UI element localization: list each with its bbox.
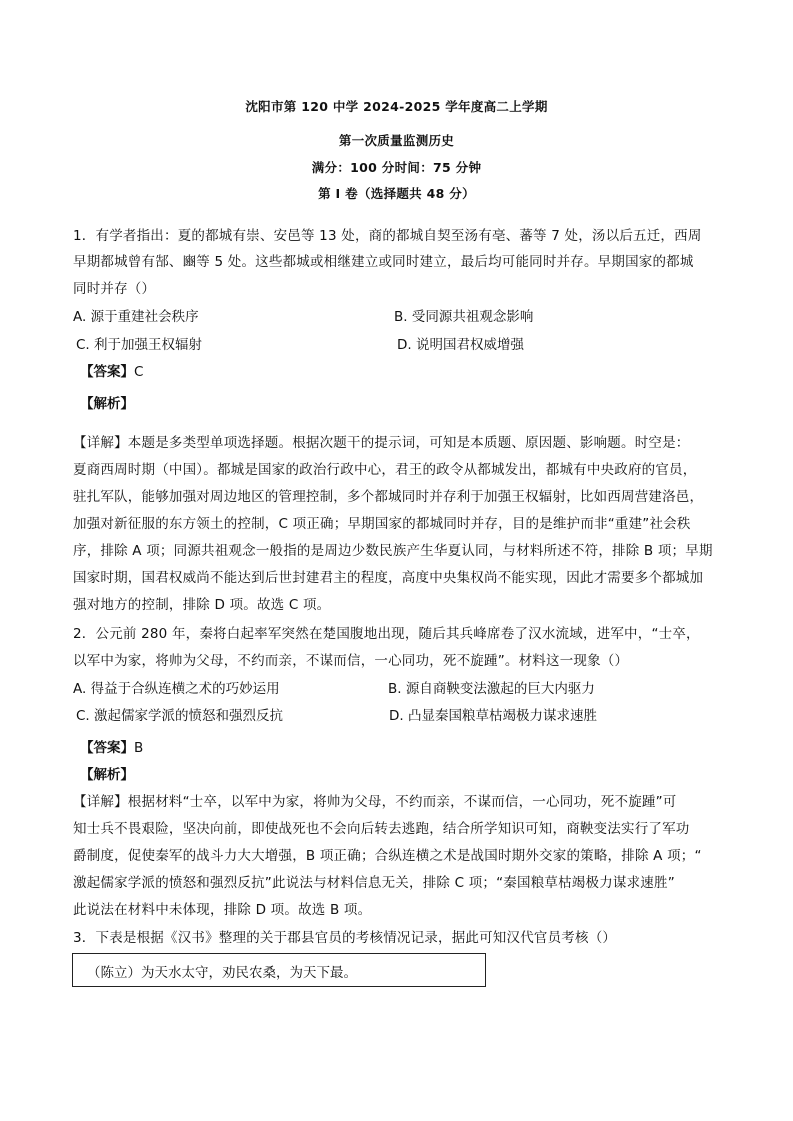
q2-option-c: C. 激起儒家学派的愤怒和强烈反抗 bbox=[76, 708, 284, 724]
q1-stem-line: 同时并存（） bbox=[73, 281, 156, 297]
q2-detail-line: 知士兵不畏艰险，坚决向前，即使战死也不会向后转去逃跑，结合所学知识可知，商鞅变法实行了军功 bbox=[73, 821, 690, 837]
q1-detail-line: 驻扎军队，能够加强对周边地区的管理控制，多个都城同时并存利于加强王权辐射，比如西周营建洛邑， bbox=[73, 489, 704, 505]
q1-detail-line: 序，排除 A 项；同源共祖观念一般指的是周边少数民族产生华夏认同，与材料所述不符，排除 B 项；早期 bbox=[73, 543, 713, 559]
q1-answer bbox=[80, 360, 143, 380]
q2-answer bbox=[80, 736, 143, 756]
q3-table-cell: （陈立）为天水太守，劝民农桑，为天下最。 bbox=[87, 965, 357, 981]
q2-analysis-label: 【解析】 bbox=[80, 767, 134, 783]
q2-stem-line: 2．公元前 280 年，秦将白起率军突然在楚国腹地出现，随后其兵峰席卷了汉水流域，进军中，“士卒， bbox=[73, 626, 700, 642]
q1-detail-line: 【详解】本题是多类型单项选择题。根据次题干的提示词，可知是本质题、原因题、影响题。时空是： bbox=[73, 435, 690, 451]
q1-option-a: A. 源于重建社会秩序 bbox=[73, 309, 199, 325]
answer-value: C bbox=[134, 364, 144, 380]
answer-label: 【答案】 bbox=[80, 740, 134, 756]
q3-table bbox=[72, 953, 486, 987]
q1-option-b: B. 受同源共祖观念影响 bbox=[394, 309, 534, 325]
q2-option-b: B. 源自商鞅变法激起的巨大内驱力 bbox=[388, 681, 595, 697]
q1-analysis-label: 【解析】 bbox=[80, 396, 134, 412]
q2-stem-line: 以军中为家，将帅为父母，不约而亲，不谋而信，一心同功，死不旋踵”。材料这一现象（） bbox=[73, 653, 629, 669]
q2-detail-line: 爵制度，促使秦军的战斗力大大增强，B 项正确；合纵连横之术是战国时期外交家的策略，排除 A 项；“ bbox=[73, 848, 702, 864]
q1-option-c: C. 利于加强王权辐射 bbox=[76, 337, 203, 353]
q1-stem-line: 1．有学者指出：夏的都城有崇、安邑等 13 处，商的都城自契至汤有亳、蕃等 7 处，汤以后五迁，西周 bbox=[73, 228, 702, 244]
q1-detail-line: 强对地方的控制，排除 D 项。故选 C 项。 bbox=[73, 597, 331, 613]
q2-option-d: D. 凸显秦国粮草枯竭极力谋求速胜 bbox=[389, 708, 597, 724]
q1-detail-line: 加强对新征服的东方领土的控制，C 项正确；早期国家的都城同时并存，目的是维护而非“重建”社会秩 bbox=[73, 516, 691, 532]
exam-subtitle: 第一次质量监测历史 bbox=[338, 133, 455, 148]
q2-detail-line: 【详解】根据材料“士卒，以军中为家，将帅为父母，不约而亲，不谋而信，一心同功，死不旋踵”可 bbox=[73, 794, 677, 810]
section-heading: 第 I 卷（选择题共 48 分） bbox=[318, 186, 475, 201]
exam-meta: 满分：100 分时间：75 分钟 bbox=[311, 160, 482, 175]
q1-option-d: D. 说明国君权威增强 bbox=[397, 337, 524, 353]
answer-label: 【答案】 bbox=[80, 364, 134, 380]
answer-value: B bbox=[134, 740, 144, 756]
q2-detail-line: 激起儒家学派的愤怒和强烈反抗”此说法与材料信息无关，排除 C 项；“秦国粮草枯竭极力谋求速胜” bbox=[73, 875, 675, 891]
q1-detail-line: 国家时期，国君权威尚不能达到后世封建君主的程度，高度中央集权尚不能实现，因此才需要多个都城加 bbox=[73, 570, 704, 586]
q1-stem-line: 早期都城曾有郜、豳等 5 处。这些都城或相继建立或同时建立，最后均可能同时并存。早期国家的都城 bbox=[73, 254, 694, 270]
q2-detail-line: 此说法在材料中未体现，排除 D 项。故选 B 项。 bbox=[73, 902, 372, 918]
q2-option-a: A. 得益于合纵连横之术的巧妙运用 bbox=[73, 681, 280, 697]
q1-detail-line: 夏商西周时期（中国）。都城是国家的政治行政中心，君王的政令从都城发出，都城有中央政府的官员， bbox=[73, 462, 697, 478]
exam-title: 沈阳市第 120 中学 2024-2025 学年度高二上学期 bbox=[245, 99, 548, 114]
q3-stem: 3．下表是根据《汉书》整理的关于郡县官员的考核情况记录，据此可知汉代官员考核（） bbox=[73, 930, 617, 946]
